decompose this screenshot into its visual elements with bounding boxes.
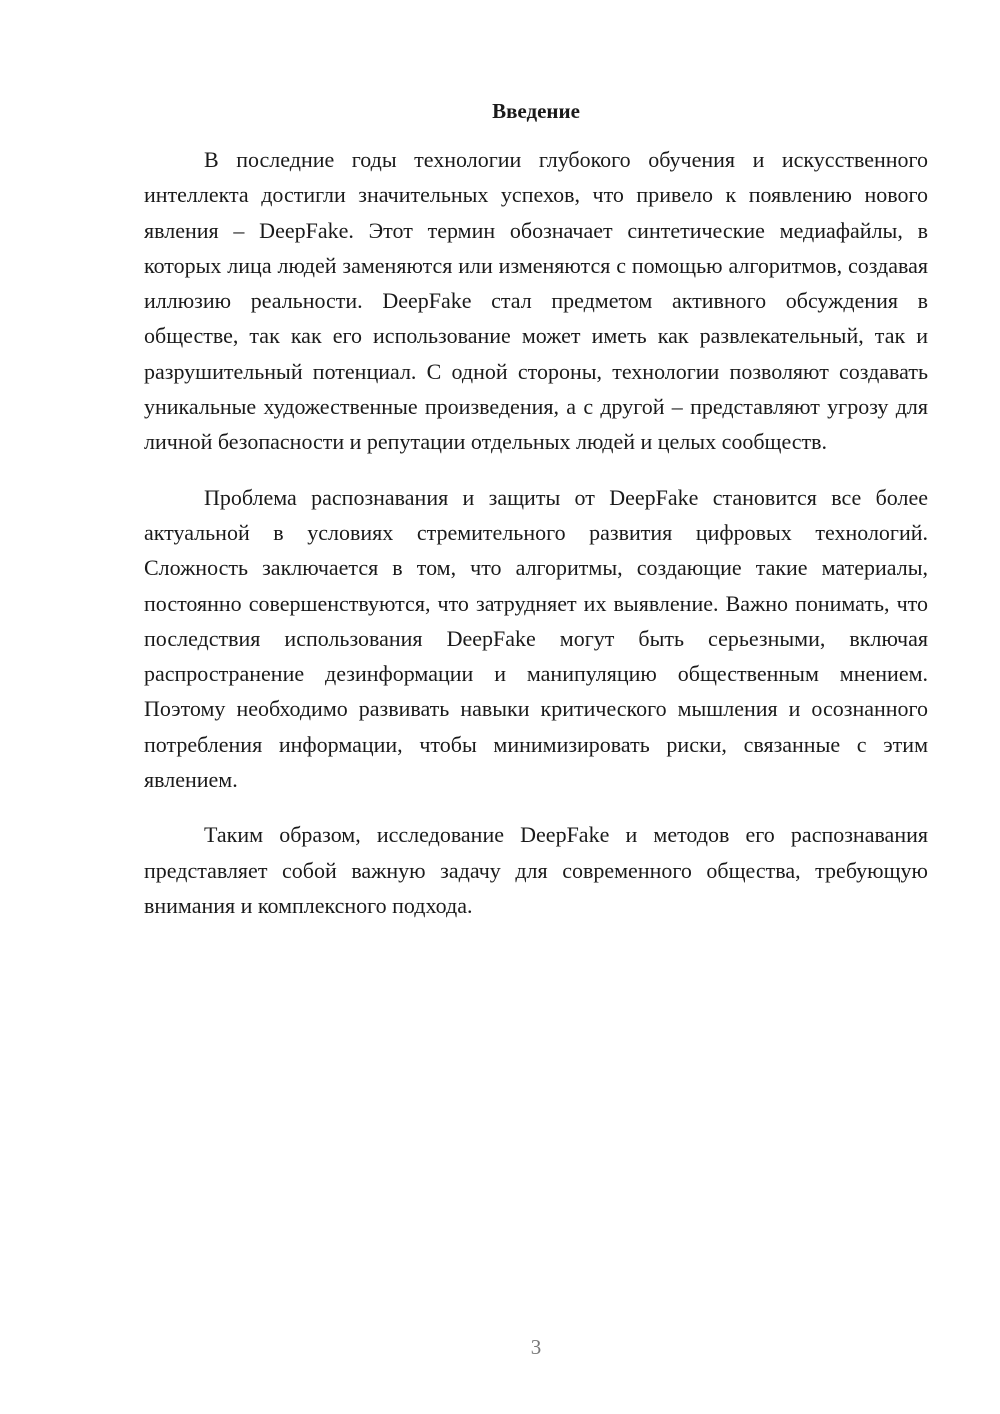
page-number: 3 — [530, 1335, 542, 1359]
body-text — [144, 142, 928, 943]
paragraph-3: Таким образом, исследование DeepFake и методов его распознавания представляет собой важную задачу для современного общества, требующую внимания и комплексного подхода. — [144, 822, 928, 918]
section-heading: Введение — [492, 99, 580, 123]
paragraph-2: Проблема распознавания и защиты от DeepFake становится все более актуальной в условиях стремительного развития цифровых технологий. Сложность заключается в том, что алгоритмы, создающие такие материалы, постоянно совершенствуются, что затрудняет их выявление. Важно понимать, что последствия использования DeepFake могут быть серьезными, включая распространение дезинформации и манипуляцию общественным мнением. Поэтому необходимо развивать навыки критического мышления и осознанного потребления информации, чтобы минимизировать риски, связанные с этим явлением. — [144, 484, 928, 793]
paragraph-1: В последние годы технологии глубокого обучения и искусственного интеллекта достигли значительных успехов, что привело к появлению нового явления – DeepFake. Этот термин обозначает синтетические медиафайлы, в которых лица людей заменяются или изменяются с помощью алгоритмов, создавая иллюзию реальности. DeepFake стал предметом активного обсуждения в обществе, так как его использование может иметь как развлекательный, так и разрушительный потенциал. С одной стороны, технологии позволяют создавать уникальные художественные произведения, а с другой – представляют угрозу для личной безопасности и репутации отдельных людей и целых сообществ. — [144, 147, 928, 455]
